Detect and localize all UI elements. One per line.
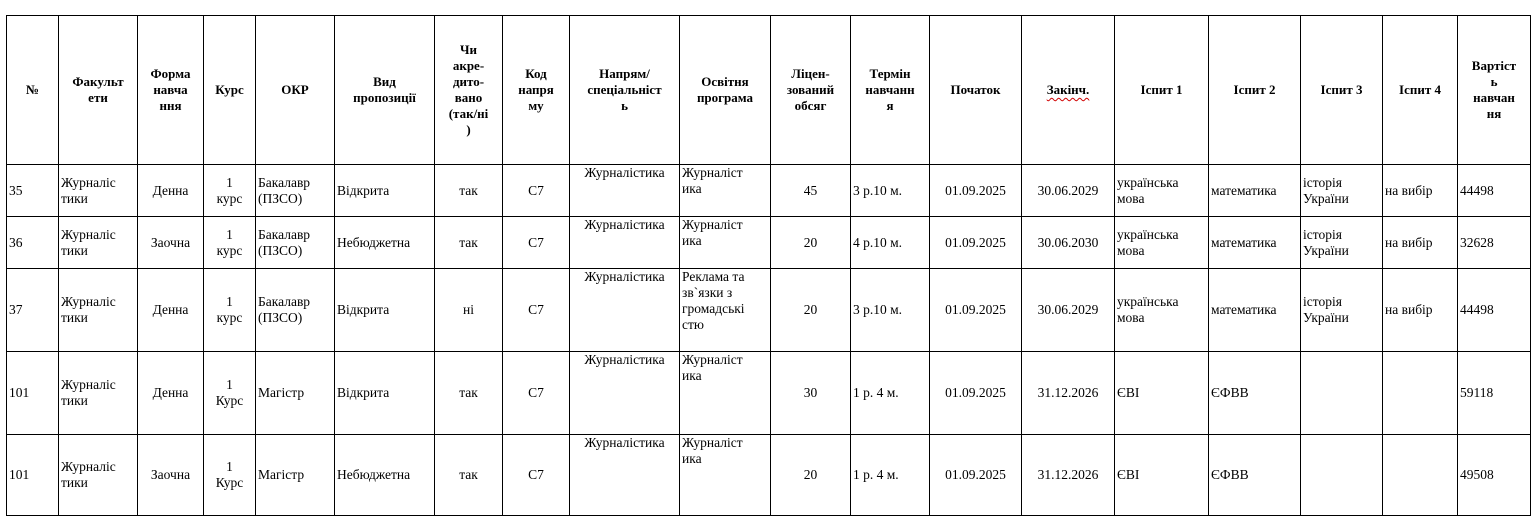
table-row <box>7 352 1531 435</box>
cell-start: 01.09.2025 <box>930 269 1022 352</box>
cell-license: 30 <box>771 352 851 435</box>
header-label: Напрям/ спеціальніст ь <box>587 66 662 113</box>
cell-license: 45 <box>771 165 851 217</box>
cell-exam2: математика <box>1209 269 1301 352</box>
header-label: Вартіст ь навчан ня <box>1471 58 1517 121</box>
cell-course: 1 курс <box>204 217 256 269</box>
header-label: Іспит 1 <box>1140 82 1183 97</box>
cell-specialty: Журналістика <box>570 352 680 435</box>
cell-exam2: ЄФВВ <box>1209 352 1301 435</box>
cell-faculty: Журналіс тики <box>59 269 138 352</box>
cell-faculty: Журналіс тики <box>59 165 138 217</box>
header-start <box>930 16 1022 165</box>
cell-exam4: на вибір <box>1383 269 1458 352</box>
cell-proposal-type: Небюджетна <box>335 217 435 269</box>
cell-cost: 44498 <box>1458 165 1531 217</box>
cell-exam3: історія України <box>1301 165 1383 217</box>
table-row <box>7 217 1531 269</box>
cell-course: 1 курс <box>204 269 256 352</box>
cell-license: 20 <box>771 269 851 352</box>
cell-direction-code: С7 <box>503 269 570 352</box>
cell-start: 01.09.2025 <box>930 352 1022 435</box>
header-cost <box>1458 16 1531 165</box>
header-exam1 <box>1115 16 1209 165</box>
header-end <box>1022 16 1115 165</box>
header-direction-code <box>503 16 570 165</box>
cell-form: Заочна <box>138 217 204 269</box>
cell-start: 01.09.2025 <box>930 435 1022 516</box>
header-okr <box>256 16 335 165</box>
cell-term: 1 р. 4 м. <box>851 435 930 516</box>
cell-course: 1 курс <box>204 165 256 217</box>
cell-exam3 <box>1301 435 1383 516</box>
cell-program: Журналіст ика <box>680 165 771 217</box>
cell-term: 3 р.10 м. <box>851 269 930 352</box>
header-label: Код напря му <box>518 66 554 113</box>
cell-exam1: українська мова <box>1115 165 1209 217</box>
header-license <box>771 16 851 165</box>
cell-term: 3 р.10 м. <box>851 165 930 217</box>
cell-program: Реклама та зв`язки з громадські стю <box>680 269 771 352</box>
cell-end: 30.06.2029 <box>1022 269 1115 352</box>
cell-proposal-type: Небюджетна <box>335 435 435 516</box>
header-label: Іспит 2 <box>1233 82 1276 97</box>
header-exam2 <box>1209 16 1301 165</box>
cell-term: 4 р.10 м. <box>851 217 930 269</box>
cell-exam2: математика <box>1209 217 1301 269</box>
table-row <box>7 165 1531 217</box>
cell-num: 35 <box>7 165 59 217</box>
header-label: Форма навча ння <box>150 66 191 113</box>
cell-course: 1 Курс <box>204 435 256 516</box>
header-label: Освітня програма <box>696 74 754 105</box>
cell-end: 30.06.2029 <box>1022 165 1115 217</box>
cell-exam1: ЄВІ <box>1115 435 1209 516</box>
cell-form: Денна <box>138 352 204 435</box>
cell-start: 01.09.2025 <box>930 165 1022 217</box>
cell-exam3: історія України <box>1301 269 1383 352</box>
cell-direction-code: С7 <box>503 217 570 269</box>
header-course <box>204 16 256 165</box>
header-num <box>7 16 59 165</box>
cell-exam1: ЄВІ <box>1115 352 1209 435</box>
header-label: Іспит 4 <box>1399 82 1441 97</box>
cell-proposal-type: Відкрита <box>335 269 435 352</box>
header-form <box>138 16 204 165</box>
header-accredited <box>435 16 503 165</box>
cell-end: 31.12.2026 <box>1022 352 1115 435</box>
cell-direction-code: С7 <box>503 165 570 217</box>
cell-cost: 32628 <box>1458 217 1531 269</box>
cell-direction-code: С7 <box>503 352 570 435</box>
header-specialty <box>570 16 680 165</box>
cell-exam4: на вибір <box>1383 165 1458 217</box>
cell-accredited: так <box>435 435 503 516</box>
cell-form: Денна <box>138 165 204 217</box>
cell-exam4: на вибір <box>1383 217 1458 269</box>
cell-exam1: українська мова <box>1115 269 1209 352</box>
cell-okr: Бакалавр (ПЗСО) <box>256 269 335 352</box>
cell-exam4 <box>1383 435 1458 516</box>
cell-license: 20 <box>771 435 851 516</box>
cell-form: Денна <box>138 269 204 352</box>
cell-exam1: українська мова <box>1115 217 1209 269</box>
header-label: Курс <box>215 82 244 97</box>
cell-okr: Магістр <box>256 435 335 516</box>
cell-specialty: Журналістика <box>570 269 680 352</box>
cell-okr: Бакалавр (ПЗСО) <box>256 217 335 269</box>
header-label: Закінч. <box>1046 82 1090 97</box>
cell-okr: Бакалавр (ПЗСО) <box>256 165 335 217</box>
cell-num: 36 <box>7 217 59 269</box>
cell-faculty: Журналіс тики <box>59 217 138 269</box>
cell-cost: 49508 <box>1458 435 1531 516</box>
cell-specialty: Журналістика <box>570 165 680 217</box>
cell-program: Журналіст ика <box>680 435 771 516</box>
cell-direction-code: С7 <box>503 435 570 516</box>
cell-exam4 <box>1383 352 1458 435</box>
header-faculty <box>59 16 138 165</box>
header-term <box>851 16 930 165</box>
cell-specialty: Журналістика <box>570 217 680 269</box>
cell-license: 20 <box>771 217 851 269</box>
cell-course: 1 Курс <box>204 352 256 435</box>
cell-end: 30.06.2030 <box>1022 217 1115 269</box>
header-label: Іспит 3 <box>1320 82 1363 97</box>
header-label: Термін навчанн я <box>865 66 915 113</box>
cell-end: 31.12.2026 <box>1022 435 1115 516</box>
cell-accredited: так <box>435 352 503 435</box>
header-label: Вид пропозиції <box>353 74 416 105</box>
cell-specialty: Журналістика <box>570 435 680 516</box>
cell-num: 101 <box>7 435 59 516</box>
cell-exam3 <box>1301 352 1383 435</box>
cell-exam2: математика <box>1209 165 1301 217</box>
table-row <box>7 269 1531 352</box>
cell-proposal-type: Відкрита <box>335 352 435 435</box>
header-proposal-type <box>335 16 435 165</box>
header-exam4 <box>1383 16 1458 165</box>
cell-form: Заочна <box>138 435 204 516</box>
cell-cost: 59118 <box>1458 352 1531 435</box>
cell-program: Журналіст ика <box>680 217 771 269</box>
cell-accredited: так <box>435 217 503 269</box>
header-exam3 <box>1301 16 1383 165</box>
cell-okr: Магістр <box>256 352 335 435</box>
header-label: Початок <box>950 82 1001 97</box>
header-label: Чи акре- дито- вано (так/ні ) <box>448 42 489 137</box>
header-label: Ліцен- зований обсяг <box>786 66 835 113</box>
cell-start: 01.09.2025 <box>930 217 1022 269</box>
cell-faculty: Журналіс тики <box>59 435 138 516</box>
cell-program: Журналіст ика <box>680 352 771 435</box>
header-label: № <box>25 82 40 97</box>
cell-exam3: історія України <box>1301 217 1383 269</box>
cell-accredited: так <box>435 165 503 217</box>
cell-cost: 44498 <box>1458 269 1531 352</box>
cell-num: 101 <box>7 352 59 435</box>
cell-term: 1 р. 4 м. <box>851 352 930 435</box>
cell-faculty: Журналіс тики <box>59 352 138 435</box>
admissions-table <box>6 15 1531 516</box>
header-label: ОКР <box>281 82 309 97</box>
cell-accredited: ні <box>435 269 503 352</box>
header-row <box>7 16 1531 165</box>
table-row <box>7 435 1531 516</box>
cell-proposal-type: Відкрита <box>335 165 435 217</box>
cell-num: 37 <box>7 269 59 352</box>
header-program <box>680 16 771 165</box>
cell-exam2: ЄФВВ <box>1209 435 1301 516</box>
header-label: Факульт ети <box>72 74 124 105</box>
